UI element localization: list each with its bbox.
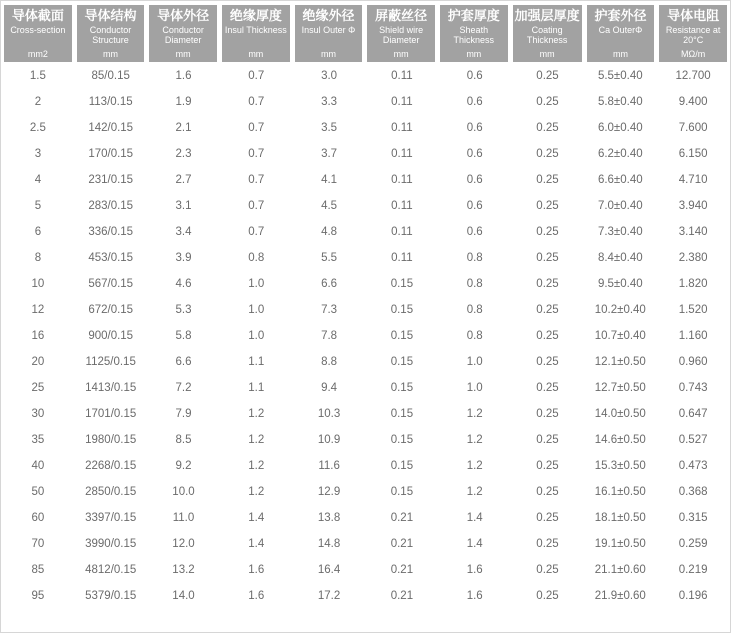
table-row — [1, 141, 730, 167]
table-cell: 3.7 — [321, 148, 338, 160]
table-cell: 8.8 — [321, 356, 338, 368]
table-cell: 0.7 — [248, 174, 265, 186]
table-cell: 0.21 — [390, 512, 414, 524]
table-cell: 12.700 — [675, 70, 711, 82]
table-cell: 0.11 — [391, 148, 413, 160]
table-cell: 0.7 — [248, 200, 265, 212]
column-unit: mm — [393, 49, 409, 59]
table-cell: 4812/0.15 — [85, 564, 137, 576]
column-title-zh: 绝缘外径 — [302, 8, 355, 23]
table-row — [1, 505, 730, 531]
table-cell: 0.21 — [390, 590, 414, 602]
table-cell: 1.2 — [248, 486, 265, 498]
column-title-zh: 导体截面 — [11, 8, 64, 23]
table-cell: 0.259 — [678, 538, 708, 550]
table-cell: 0.6 — [466, 226, 483, 238]
table-cell: 0.25 — [536, 226, 559, 238]
table-cell: 2850/0.15 — [85, 486, 137, 498]
table-cell: 0.25 — [536, 304, 559, 316]
table-cell: 0.8 — [466, 330, 483, 342]
table-row — [1, 401, 730, 427]
column-unit: mm — [248, 49, 264, 59]
table-cell: 16 — [31, 330, 45, 342]
column-unit: mm — [612, 49, 628, 59]
table-cell: 231/0.15 — [88, 174, 134, 186]
table-cell: 0.15 — [390, 356, 414, 368]
table-cell: 0.527 — [678, 434, 708, 446]
column-header-5 — [295, 5, 363, 62]
table-cell: 1.1 — [248, 356, 265, 368]
column-title-en: Shield wire Diameter — [379, 25, 424, 45]
table-cell: 15.3±0.50 — [594, 460, 646, 472]
table-cell: 1.6 — [248, 590, 265, 602]
table-cell: 1.4 — [466, 538, 483, 550]
table-cell: 14.6±0.50 — [594, 434, 646, 446]
table-cell: 0.7 — [248, 122, 265, 134]
table-cell: 12.9 — [317, 486, 341, 498]
table-cell: 6 — [34, 226, 42, 238]
column-header-6 — [367, 5, 435, 62]
column-title-en: Insul Thickness — [224, 25, 287, 35]
table-cell: 6.2±0.40 — [597, 148, 643, 160]
table-cell: 2.1 — [175, 122, 192, 134]
table-row — [1, 63, 730, 89]
table-cell: 2268/0.15 — [85, 460, 137, 472]
table-cell: 8.4±0.40 — [597, 252, 643, 264]
table-cell: 3 — [34, 148, 42, 160]
table-cell: 1.5 — [29, 70, 46, 82]
table-cell: 30 — [31, 408, 45, 420]
table-cell: 0.6 — [466, 122, 483, 134]
table-cell: 453/0.15 — [88, 252, 134, 264]
table-cell: 0.25 — [536, 434, 559, 446]
table-cell: 7.0±0.40 — [597, 200, 643, 212]
table-cell: 9.5±0.40 — [597, 278, 643, 290]
table-cell: 9.400 — [678, 96, 708, 108]
table-cell: 283/0.15 — [88, 200, 134, 212]
column-title-en: Conductor Diameter — [162, 25, 204, 45]
column-title-en: Conductor Structure — [89, 25, 132, 45]
table-cell: 10.3 — [317, 408, 341, 420]
column-unit: mm2 — [27, 49, 48, 59]
table-cell: 0.219 — [678, 564, 708, 576]
table-cell: 0.315 — [678, 512, 708, 524]
table-cell: 40 — [31, 460, 45, 472]
column-unit: mm — [175, 49, 191, 59]
table-cell: 0.21 — [390, 564, 414, 576]
table-header-row — [1, 5, 730, 62]
table-cell: 142/0.15 — [88, 122, 134, 134]
table-cell: 1125/0.15 — [85, 356, 136, 368]
table-cell: 14.0 — [172, 590, 195, 602]
column-header-8 — [513, 5, 582, 62]
table-cell: 6.150 — [678, 148, 708, 160]
column-title-en: Cross-section — [10, 25, 66, 35]
table-cell: 4.5 — [321, 200, 338, 212]
table-cell: 4.8 — [321, 226, 338, 238]
table-cell: 0.8 — [248, 252, 265, 264]
table-cell: 1.2 — [466, 460, 483, 472]
table-cell: 0.15 — [390, 330, 414, 342]
column-unit: MΩ/m — [681, 49, 706, 59]
table-cell: 20 — [31, 356, 45, 368]
column-header-4 — [222, 5, 290, 62]
table-cell: 3.0 — [321, 70, 338, 82]
column-header-1 — [4, 5, 72, 62]
column-unit: mm — [539, 49, 555, 59]
table-cell: 10 — [31, 278, 45, 290]
table-cell: 6.6 — [175, 356, 192, 368]
table-row — [1, 193, 730, 219]
table-cell: 1.4 — [466, 512, 483, 524]
table-cell: 0.25 — [536, 564, 559, 576]
table-cell: 0.11 — [391, 174, 413, 186]
table-cell: 7.3±0.40 — [597, 226, 643, 238]
table-row — [1, 479, 730, 505]
table-cell: 12.0 — [172, 538, 195, 550]
table-row — [1, 349, 730, 375]
column-header-7 — [440, 5, 508, 62]
column-title-en: Coating Thickness — [526, 25, 568, 45]
table-cell: 5.3 — [175, 304, 192, 316]
table-cell: 1701/0.15 — [85, 408, 137, 420]
table-cell: 0.21 — [390, 538, 414, 550]
table-cell: 35 — [31, 434, 45, 446]
table-cell: 1.2 — [248, 460, 265, 472]
column-title-zh: 导体结构 — [84, 8, 137, 23]
table-cell: 1.0 — [248, 304, 265, 316]
table-cell: 2.5 — [29, 122, 46, 134]
table-cell: 0.25 — [536, 382, 559, 394]
table-cell: 17.2 — [317, 590, 341, 602]
table-cell: 9.2 — [175, 460, 192, 472]
table-cell: 2.380 — [678, 252, 708, 264]
table-cell: 11.6 — [318, 460, 340, 472]
table-cell: 0.6 — [466, 174, 483, 186]
table-cell: 0.25 — [536, 252, 559, 264]
table-cell: 0.6 — [466, 200, 483, 212]
table-row — [1, 583, 730, 609]
table-body — [1, 63, 730, 609]
table-cell: 1.9 — [175, 96, 192, 108]
table-cell: 0.6 — [466, 70, 483, 82]
table-cell: 5 — [34, 200, 42, 212]
table-cell: 1.520 — [678, 304, 708, 316]
column-title-en: Insul Outer Φ — [301, 25, 356, 35]
table-row — [1, 89, 730, 115]
column-unit: mm — [320, 49, 336, 59]
table-cell: 10.2±0.40 — [594, 304, 646, 316]
table-cell: 12.7±0.50 — [594, 382, 646, 394]
table-cell: 12 — [31, 304, 45, 316]
table-cell: 1980/0.15 — [85, 434, 137, 446]
column-title-zh: 屏蔽丝径 — [375, 8, 428, 23]
table-cell: 1.0 — [248, 278, 265, 290]
table-cell: 9.4 — [321, 382, 338, 394]
table-cell: 0.15 — [390, 408, 414, 420]
table-row — [1, 453, 730, 479]
table-cell: 95 — [31, 590, 45, 602]
table-cell: 336/0.15 — [88, 226, 134, 238]
table-cell: 18.1±0.50 — [594, 512, 646, 524]
column-title-en: Ca OuterΦ — [598, 25, 643, 35]
table-cell: 1.4 — [248, 512, 265, 524]
table-cell: 1.6 — [466, 590, 483, 602]
table-cell: 1.160 — [678, 330, 708, 342]
table-cell: 6.0±0.40 — [597, 122, 643, 134]
table-cell: 0.15 — [390, 434, 414, 446]
column-title-en: Resistance at 20°C — [665, 25, 721, 45]
column-title-zh: 护套厚度 — [447, 8, 500, 23]
table-cell: 0.25 — [536, 330, 559, 342]
table-cell: 0.11 — [391, 226, 413, 238]
table-row — [1, 115, 730, 141]
column-unit: mm — [466, 49, 482, 59]
table-cell: 0.196 — [678, 590, 708, 602]
table-cell: 0.7 — [248, 70, 265, 82]
table-cell: 0.11 — [391, 252, 413, 264]
table-cell: 672/0.15 — [88, 304, 134, 316]
table-cell: 3397/0.15 — [85, 512, 137, 524]
table-row — [1, 427, 730, 453]
table-cell: 1.6 — [175, 70, 192, 82]
table-cell: 21.9±0.60 — [594, 590, 646, 602]
table-cell: 0.15 — [390, 304, 414, 316]
table-cell: 5379/0.15 — [85, 590, 137, 602]
table-cell: 0.25 — [536, 356, 559, 368]
table-row — [1, 219, 730, 245]
table-row — [1, 557, 730, 583]
table-cell: 1.4 — [248, 538, 265, 550]
table-cell: 2.3 — [175, 148, 192, 160]
table-cell: 5.8 — [175, 330, 192, 342]
table-cell: 0.25 — [536, 486, 559, 498]
table-cell: 0.25 — [536, 408, 559, 420]
table-cell: 3990/0.15 — [85, 538, 137, 550]
table-cell: 10.7±0.40 — [594, 330, 646, 342]
table-cell: 0.11 — [391, 70, 413, 82]
table-cell: 113/0.15 — [88, 96, 133, 108]
table-cell: 0.25 — [536, 122, 559, 134]
table-cell: 13.2 — [172, 564, 195, 576]
table-row — [1, 297, 730, 323]
table-cell: 70 — [31, 538, 45, 550]
table-cell: 25 — [31, 382, 45, 394]
table-cell: 3.1 — [175, 200, 192, 212]
table-cell: 900/0.15 — [88, 330, 134, 342]
table-cell: 8 — [34, 252, 42, 264]
table-cell: 85 — [31, 564, 45, 576]
table-cell: 0.8 — [466, 278, 483, 290]
table-cell: 0.25 — [536, 200, 559, 212]
table-cell: 6.6±0.40 — [597, 174, 643, 186]
table-cell: 0.647 — [678, 408, 708, 420]
table-cell: 5.8±0.40 — [597, 96, 643, 108]
table-cell: 3.140 — [678, 226, 708, 238]
table-cell: 10.0 — [172, 486, 195, 498]
table-cell: 0.25 — [536, 174, 559, 186]
table-cell: 1.2 — [466, 434, 483, 446]
table-cell: 1.2 — [248, 408, 265, 420]
table-cell: 1.0 — [466, 356, 483, 368]
table-cell: 567/0.15 — [88, 278, 134, 290]
table-cell: 1.0 — [248, 330, 265, 342]
table-cell: 19.1±0.50 — [594, 538, 646, 550]
table-cell: 0.25 — [536, 590, 559, 602]
table-cell: 14.8 — [317, 538, 341, 550]
table-cell: 3.9 — [175, 252, 192, 264]
table-cell: 4.1 — [321, 174, 338, 186]
column-header-3 — [149, 5, 217, 62]
table-row — [1, 271, 730, 297]
column-header-2 — [77, 5, 145, 62]
table-cell: 0.25 — [536, 538, 559, 550]
table-cell: 1.6 — [466, 564, 483, 576]
table-cell: 1.0 — [466, 382, 483, 394]
column-title-en: Sheath Thickness — [453, 25, 495, 45]
table-cell: 16.1±0.50 — [594, 486, 646, 498]
table-cell: 13.8 — [317, 512, 341, 524]
table-cell: 0.743 — [678, 382, 708, 394]
table-cell: 12.1±0.50 — [594, 356, 646, 368]
table-cell: 0.25 — [536, 278, 559, 290]
table-cell: 16.4 — [317, 564, 341, 576]
table-cell: 0.15 — [390, 486, 414, 498]
table-cell: 0.368 — [678, 486, 708, 498]
table-cell: 21.1±0.60 — [594, 564, 646, 576]
table-cell: 1413/0.15 — [85, 382, 137, 394]
table-cell: 14.0±0.50 — [594, 408, 646, 420]
table-cell: 1.2 — [466, 486, 483, 498]
table-cell: 170/0.15 — [88, 148, 134, 160]
table-cell: 0.15 — [390, 460, 414, 472]
table-cell: 1.2 — [248, 434, 265, 446]
column-title-zh: 绝缘厚度 — [229, 8, 282, 23]
table-cell: 6.6 — [321, 278, 338, 290]
table-cell: 1.2 — [466, 408, 483, 420]
table-cell: 3.940 — [678, 200, 708, 212]
table-cell: 7.2 — [175, 382, 192, 394]
table-cell: 0.15 — [390, 382, 414, 394]
column-header-9 — [587, 5, 655, 62]
table-cell: 0.960 — [678, 356, 708, 368]
table-cell: 10.9 — [317, 434, 341, 446]
column-title-zh: 加强层厚度 — [514, 8, 580, 23]
table-cell: 4.6 — [175, 278, 192, 290]
table-cell: 8.5 — [175, 434, 192, 446]
table-cell: 7.9 — [175, 408, 192, 420]
table-cell: 0.11 — [391, 122, 413, 134]
table-cell: 60 — [31, 512, 45, 524]
table-cell: 7.3 — [321, 304, 338, 316]
table-cell: 7.600 — [678, 122, 708, 134]
table-cell: 7.8 — [321, 330, 338, 342]
table-row — [1, 245, 730, 271]
table-cell: 3.5 — [321, 122, 338, 134]
table-cell: 3.3 — [321, 96, 338, 108]
table-cell: 0.25 — [536, 96, 559, 108]
table-cell: 50 — [31, 486, 45, 498]
table-cell: 0.8 — [466, 252, 483, 264]
table-cell: 0.15 — [390, 278, 414, 290]
table-cell: 0.25 — [536, 148, 559, 160]
table-cell: 2.7 — [175, 174, 192, 186]
table-cell: 11.0 — [172, 512, 195, 524]
table-cell: 0.25 — [536, 70, 559, 82]
table-cell: 0.7 — [248, 148, 265, 160]
column-unit: mm — [102, 49, 118, 59]
column-title-zh: 导体电阻 — [667, 8, 720, 23]
table-cell: 0.11 — [391, 96, 413, 108]
table-cell: 85/0.15 — [91, 70, 130, 82]
column-title-zh: 护套外径 — [594, 8, 647, 23]
table-cell: 0.25 — [536, 460, 559, 472]
column-title-zh: 导体外径 — [157, 8, 210, 23]
table-row — [1, 375, 730, 401]
table-cell: 5.5 — [321, 252, 338, 264]
table-cell: 0.7 — [248, 226, 265, 238]
table-cell: 1.6 — [248, 564, 265, 576]
table-cell: 5.5±0.40 — [597, 70, 643, 82]
table-cell: 1.1 — [248, 382, 265, 394]
table-row — [1, 531, 730, 557]
table-cell: 4.710 — [678, 174, 708, 186]
column-header-10 — [659, 5, 727, 62]
table-cell: 0.8 — [466, 304, 483, 316]
table-cell: 3.4 — [175, 226, 192, 238]
table-cell: 0.25 — [536, 512, 559, 524]
table-cell: 0.6 — [466, 148, 483, 160]
table-cell: 1.820 — [678, 278, 708, 290]
table-cell: 0.6 — [466, 96, 483, 108]
table-row — [1, 323, 730, 349]
table-cell: 0.7 — [248, 96, 265, 108]
table-cell: 0.11 — [391, 200, 413, 212]
table-cell: 0.473 — [678, 460, 708, 472]
table-cell: 2 — [34, 96, 42, 108]
table-cell: 4 — [34, 174, 42, 186]
table-row — [1, 167, 730, 193]
